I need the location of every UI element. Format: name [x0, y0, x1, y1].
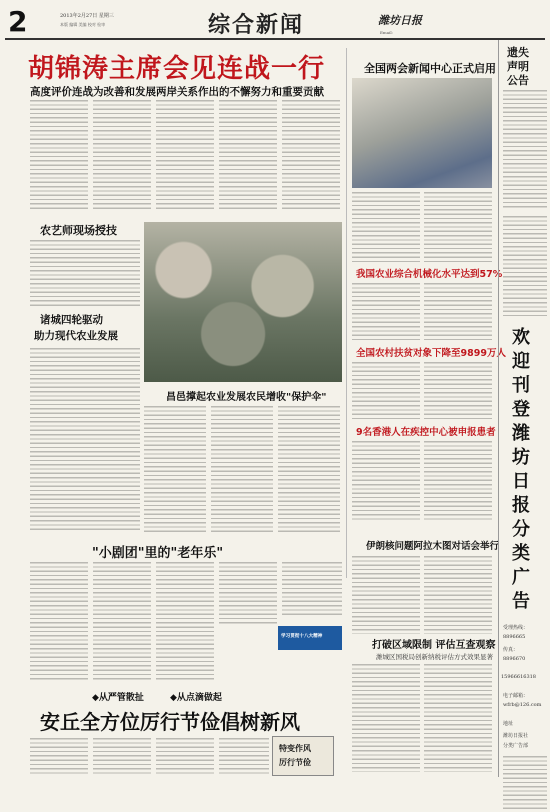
right-story-headline-6: 打破区域限制 评估互查观察	[372, 640, 496, 651]
address-line-1: 潍坊日报社	[503, 733, 529, 739]
ad-text: 欢迎刊登潍坊日报分类广告	[512, 327, 530, 612]
lead-column-4	[219, 100, 277, 212]
classified-listings-1	[503, 90, 547, 210]
right-story-headline-4: 9名香港人在疾控中心被申报患者	[356, 427, 496, 438]
address-label: 地址	[503, 721, 514, 727]
kicker-text-1: 从严管散扯	[98, 693, 144, 703]
badge-line-2: 厉行节俭	[279, 758, 311, 767]
right-story-text-3b	[424, 362, 492, 422]
bottom-text-2	[93, 738, 151, 774]
section-title: 综合新闻	[208, 13, 305, 38]
theater-col-1	[30, 562, 88, 682]
classified-listings-2	[503, 216, 547, 316]
theater-col-5	[282, 562, 342, 618]
phone-label-2: 传真：	[503, 647, 519, 653]
right-story-headline-3: 全国农村扶贫对象下降至9899万人	[356, 348, 506, 359]
bottom-text-4	[219, 738, 269, 774]
kicker-bullet-icon: ◆	[92, 693, 99, 703]
bottom-text-3	[156, 738, 214, 774]
lead-headline: 胡锦涛主席会见连战一行	[28, 54, 326, 84]
phone-2: 8896670	[503, 656, 526, 662]
right-story-text-2	[352, 283, 420, 343]
bottom-kicker-1	[92, 690, 144, 703]
date-line: 2013年2月27日 星期三	[60, 13, 114, 19]
right-story-text-4	[352, 441, 420, 521]
staff-line: 本版 编辑 美编 校对 检审	[60, 22, 106, 27]
masthead	[0, 0, 550, 40]
news-center-photo	[352, 78, 492, 188]
notice-title-2: 声明	[507, 60, 529, 73]
masthead-rule	[5, 38, 545, 40]
email-address[interactable]: wfrb@126.com	[503, 702, 542, 708]
orchard-photo	[144, 222, 342, 382]
bottom-badge	[272, 736, 334, 776]
right-story-text-1b	[424, 192, 492, 262]
right-story-text-2b	[424, 283, 492, 343]
study-banner	[278, 626, 342, 650]
column-divider	[346, 48, 347, 578]
paper-name: 潍坊日报	[378, 14, 422, 27]
right-story-text-6b	[424, 664, 492, 772]
bottom-text-1	[30, 738, 88, 774]
theater-col-4	[219, 562, 277, 626]
study-banner-text: 学习贯彻十八大精神	[281, 634, 323, 639]
right-story-headline-5: 伊朗核问题阿拉木图对话会举行	[366, 541, 500, 552]
farm-intro-text	[30, 240, 140, 308]
bottom-kicker-2	[170, 690, 222, 703]
ad-banner	[499, 322, 550, 622]
right-story-text-3	[352, 362, 420, 422]
lead-column-3	[156, 100, 214, 212]
farm-subhead-2: 助力现代农业发展	[34, 330, 118, 342]
right-story-text-6	[352, 664, 420, 772]
phone-1: 8896665	[503, 634, 526, 640]
kicker-text-2: 从点滴做起	[176, 693, 222, 703]
email-label: 电子邮箱：	[503, 693, 529, 699]
theater-col-3	[156, 562, 214, 682]
kicker-bullet-icon: ◆	[170, 693, 177, 703]
notice-title-1: 遗失	[507, 46, 529, 59]
right-story-headline-2: 我国农业综合机械化水平达到57%	[356, 269, 503, 280]
sidebar-footer-text	[503, 756, 547, 812]
phone-label-1: 受理热线：	[503, 625, 529, 631]
right-story-subhead-6: 潍城区国税局创新纳税评估方式效果显著	[376, 653, 493, 661]
theater-headline: "小剧团"里的"老年乐"	[92, 546, 224, 561]
lead-subhead: 高度评价连战为改善和发展两岸关系作出的不懈努力和重要贡献	[30, 86, 324, 98]
right-story-text-1	[352, 192, 420, 262]
email-label: Email:	[380, 30, 394, 35]
page-number: 2	[8, 5, 28, 38]
notice-title-3: 公告	[507, 74, 529, 87]
farm-headline: 农艺师现场授技	[40, 224, 117, 237]
right-story-text-5	[352, 556, 420, 634]
address-line-2: 分类广告部	[503, 743, 529, 749]
mobile-number: 15966616318	[501, 674, 536, 680]
theater-col-2	[93, 562, 151, 682]
photo-story-col-2	[211, 406, 273, 532]
lead-column-2	[93, 100, 151, 212]
right-story-headline-1: 全国两会新闻中心正式启用	[364, 62, 496, 75]
lead-column-5	[282, 100, 340, 212]
right-story-text-4b	[424, 441, 492, 521]
photo-story-col-1	[144, 406, 206, 532]
farm-subhead-1: 诸城四轮驱动	[40, 314, 103, 326]
right-story-text-5b	[424, 556, 492, 634]
photo-story-col-3	[278, 406, 340, 532]
farm-text	[30, 348, 140, 532]
bottom-headline: 安丘全方位厉行节俭倡树新风	[40, 710, 300, 734]
badge-line-1: 特变作风	[279, 744, 311, 753]
classified-sidebar	[498, 40, 550, 777]
lead-column-1	[30, 100, 88, 212]
photo-caption: 昌邑撑起农业发展农民增收"保护伞"	[166, 392, 327, 403]
